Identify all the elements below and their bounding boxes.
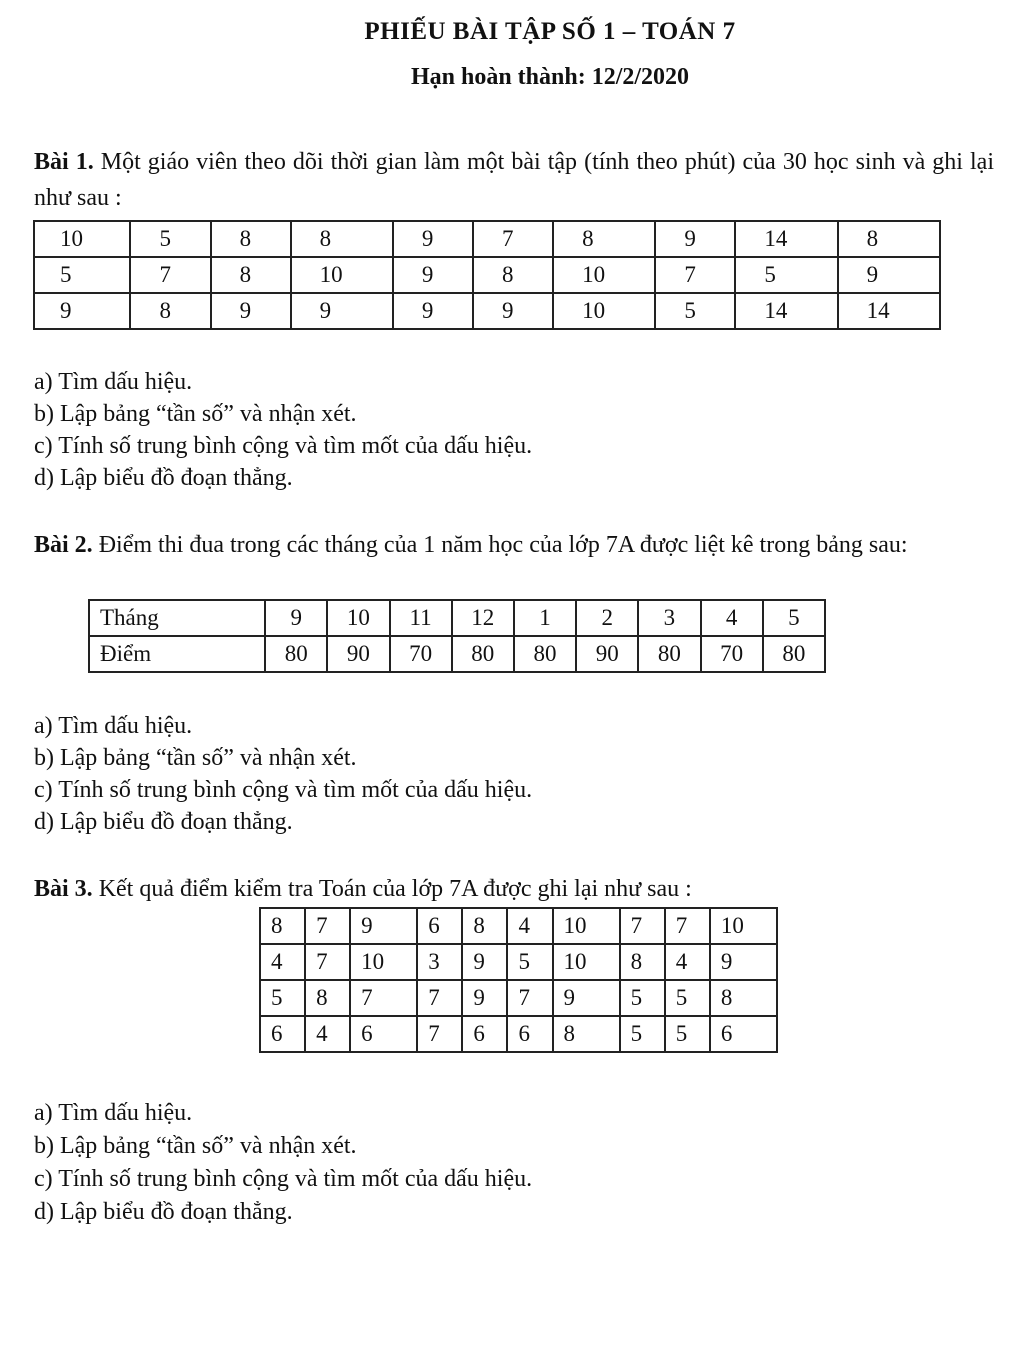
- table-cell: 9: [710, 944, 777, 980]
- table-cell: 8: [838, 221, 940, 257]
- table-cell: 6: [260, 1016, 305, 1052]
- table-cell: 5: [655, 293, 735, 329]
- table-cell: 8: [305, 980, 350, 1016]
- table-cell: 8: [553, 1016, 620, 1052]
- table-cell: 4: [665, 944, 710, 980]
- table-cell: 9: [393, 221, 473, 257]
- table-row: [34, 221, 940, 257]
- table-cell: 14: [735, 293, 837, 329]
- table-cell: 9: [655, 221, 735, 257]
- table-cell: 6: [462, 1016, 507, 1052]
- table-row: [34, 293, 940, 329]
- table-cell: 9: [34, 293, 130, 329]
- table-cell: 4: [507, 908, 552, 944]
- table-row: [260, 980, 777, 1016]
- exercise-1-question-c: c) Tính số trung bình cộng và tìm mốt của dấu hiệu.: [34, 433, 533, 459]
- table-cell: 10: [291, 257, 393, 293]
- exercise-3-question-a: a) Tìm dấu hiệu.: [34, 1100, 193, 1126]
- table-cell: 5: [620, 980, 665, 1016]
- table-row: [260, 944, 777, 980]
- table-cell: 9: [265, 600, 327, 636]
- table-cell: 8: [291, 221, 393, 257]
- exercise-2-question-a: a) Tìm dấu hiệu.: [34, 713, 193, 739]
- table-cell: 8: [260, 908, 305, 944]
- table-cell: 14: [735, 221, 837, 257]
- exercise-1-table: [33, 220, 941, 330]
- table-cell: 10: [34, 221, 130, 257]
- exercise-2-intro: Bài 2. Điểm thi đua trong các tháng của 1 năm học của lớp 7A được liệt kê trong bảng sau:: [34, 532, 908, 558]
- table-cell: 10: [350, 944, 417, 980]
- table-cell: 9: [393, 257, 473, 293]
- table-cell: Điểm: [89, 636, 265, 672]
- table-cell: 8: [620, 944, 665, 980]
- exercise-1-question-d: d) Lập biểu đồ đoạn thẳng.: [34, 465, 293, 491]
- table-cell: 5: [763, 600, 825, 636]
- table-cell: 9: [553, 980, 620, 1016]
- table-cell: 4: [260, 944, 305, 980]
- exercise-2-question-d: d) Lập biểu đồ đoạn thẳng.: [34, 809, 293, 835]
- exercise-3-question-d: d) Lập biểu đồ đoạn thẳng.: [34, 1199, 293, 1225]
- table-cell: 5: [620, 1016, 665, 1052]
- exercise-3-label: Bài 3.: [34, 876, 93, 902]
- table-cell: 90: [327, 636, 389, 672]
- table-cell: 80: [265, 636, 327, 672]
- table-cell: 4: [701, 600, 763, 636]
- table-cell: 9: [211, 293, 291, 329]
- table-cell: 9: [393, 293, 473, 329]
- table-cell: 70: [701, 636, 763, 672]
- table-cell: 11: [390, 600, 452, 636]
- table-row: [89, 600, 825, 636]
- table-cell: 7: [507, 980, 552, 1016]
- table-cell: 8: [710, 980, 777, 1016]
- exercise-2-question-b: b) Lập bảng “tần số” và nhận xét.: [34, 745, 357, 771]
- exercise-3-question-b: b) Lập bảng “tần số” và nhận xét.: [34, 1133, 357, 1159]
- table-cell: 70: [390, 636, 452, 672]
- table-cell: 12: [452, 600, 514, 636]
- table-cell: 5: [130, 221, 210, 257]
- table-cell: 10: [710, 908, 777, 944]
- table-cell: Tháng: [89, 600, 265, 636]
- table-cell: 9: [350, 908, 417, 944]
- table-cell: 3: [417, 944, 462, 980]
- table-cell: 1: [514, 600, 576, 636]
- exercise-1-label: Bài 1.: [34, 149, 94, 175]
- table-cell: 5: [260, 980, 305, 1016]
- table-cell: 6: [507, 1016, 552, 1052]
- table-cell: 7: [417, 980, 462, 1016]
- table-cell: 5: [665, 980, 710, 1016]
- table-cell: 9: [291, 293, 393, 329]
- table-cell: 8: [473, 257, 553, 293]
- exercise-3-table: [259, 907, 778, 1053]
- table-cell: 5: [34, 257, 130, 293]
- exercise-2-question-c: c) Tính số trung bình cộng và tìm mốt của dấu hiệu.: [34, 777, 533, 803]
- table-cell: 7: [130, 257, 210, 293]
- table-cell: 6: [710, 1016, 777, 1052]
- table-cell: 14: [838, 293, 940, 329]
- table-cell: 9: [838, 257, 940, 293]
- table-row: [260, 1016, 777, 1052]
- table-cell: 7: [305, 908, 350, 944]
- table-cell: 7: [350, 980, 417, 1016]
- table-cell: 8: [130, 293, 210, 329]
- table-cell: 5: [507, 944, 552, 980]
- exercise-3-question-c: c) Tính số trung bình cộng và tìm mốt của dấu hiệu.: [34, 1166, 533, 1192]
- exercise-3-intro: Bài 3. Kết quả điểm kiểm tra Toán của lớp 7A được ghi lại như sau :: [34, 876, 692, 902]
- table-cell: 6: [350, 1016, 417, 1052]
- table-cell: 5: [735, 257, 837, 293]
- exercise-2-label: Bài 2.: [34, 532, 93, 558]
- table-cell: 7: [620, 908, 665, 944]
- deadline: Hạn hoàn thành: 12/2/2020: [410, 64, 690, 90]
- table-cell: 7: [417, 1016, 462, 1052]
- table-cell: 80: [763, 636, 825, 672]
- table-cell: 10: [553, 908, 620, 944]
- table-cell: 80: [638, 636, 700, 672]
- table-cell: 4: [305, 1016, 350, 1052]
- table-row: [260, 908, 777, 944]
- exercise-1-question-b: b) Lập bảng “tần số” và nhận xét.: [34, 401, 357, 427]
- table-cell: 6: [417, 908, 462, 944]
- exercise-1-question-a: a) Tìm dấu hiệu.: [34, 369, 193, 395]
- table-cell: 8: [553, 221, 655, 257]
- table-cell: 10: [553, 257, 655, 293]
- table-cell: 10: [327, 600, 389, 636]
- table-cell: 90: [576, 636, 638, 672]
- table-cell: 10: [553, 293, 655, 329]
- table-cell: 8: [462, 908, 507, 944]
- table-cell: 5: [665, 1016, 710, 1052]
- table-cell: 8: [211, 257, 291, 293]
- worksheet-title: PHIẾU BÀI TẬP SỐ 1 – TOÁN 7: [364, 18, 736, 45]
- table-cell: 7: [305, 944, 350, 980]
- table-row: [34, 257, 940, 293]
- exercise-1-intro: Bài 1. Một giáo viên theo dõi thời gian làm một bài tập (tính theo phút) của 30 học sinh và ghi lại như sau :: [34, 149, 994, 211]
- table-cell: 9: [462, 944, 507, 980]
- table-cell: 10: [553, 944, 620, 980]
- table-cell: 80: [514, 636, 576, 672]
- table-cell: 7: [473, 221, 553, 257]
- table-cell: 7: [665, 908, 710, 944]
- table-cell: 7: [655, 257, 735, 293]
- table-row: [89, 636, 825, 672]
- table-cell: 9: [473, 293, 553, 329]
- exercise-2-table: [88, 599, 826, 673]
- table-cell: 2: [576, 600, 638, 636]
- table-cell: 3: [638, 600, 700, 636]
- table-cell: 80: [452, 636, 514, 672]
- table-cell: 8: [211, 221, 291, 257]
- table-cell: 9: [462, 980, 507, 1016]
